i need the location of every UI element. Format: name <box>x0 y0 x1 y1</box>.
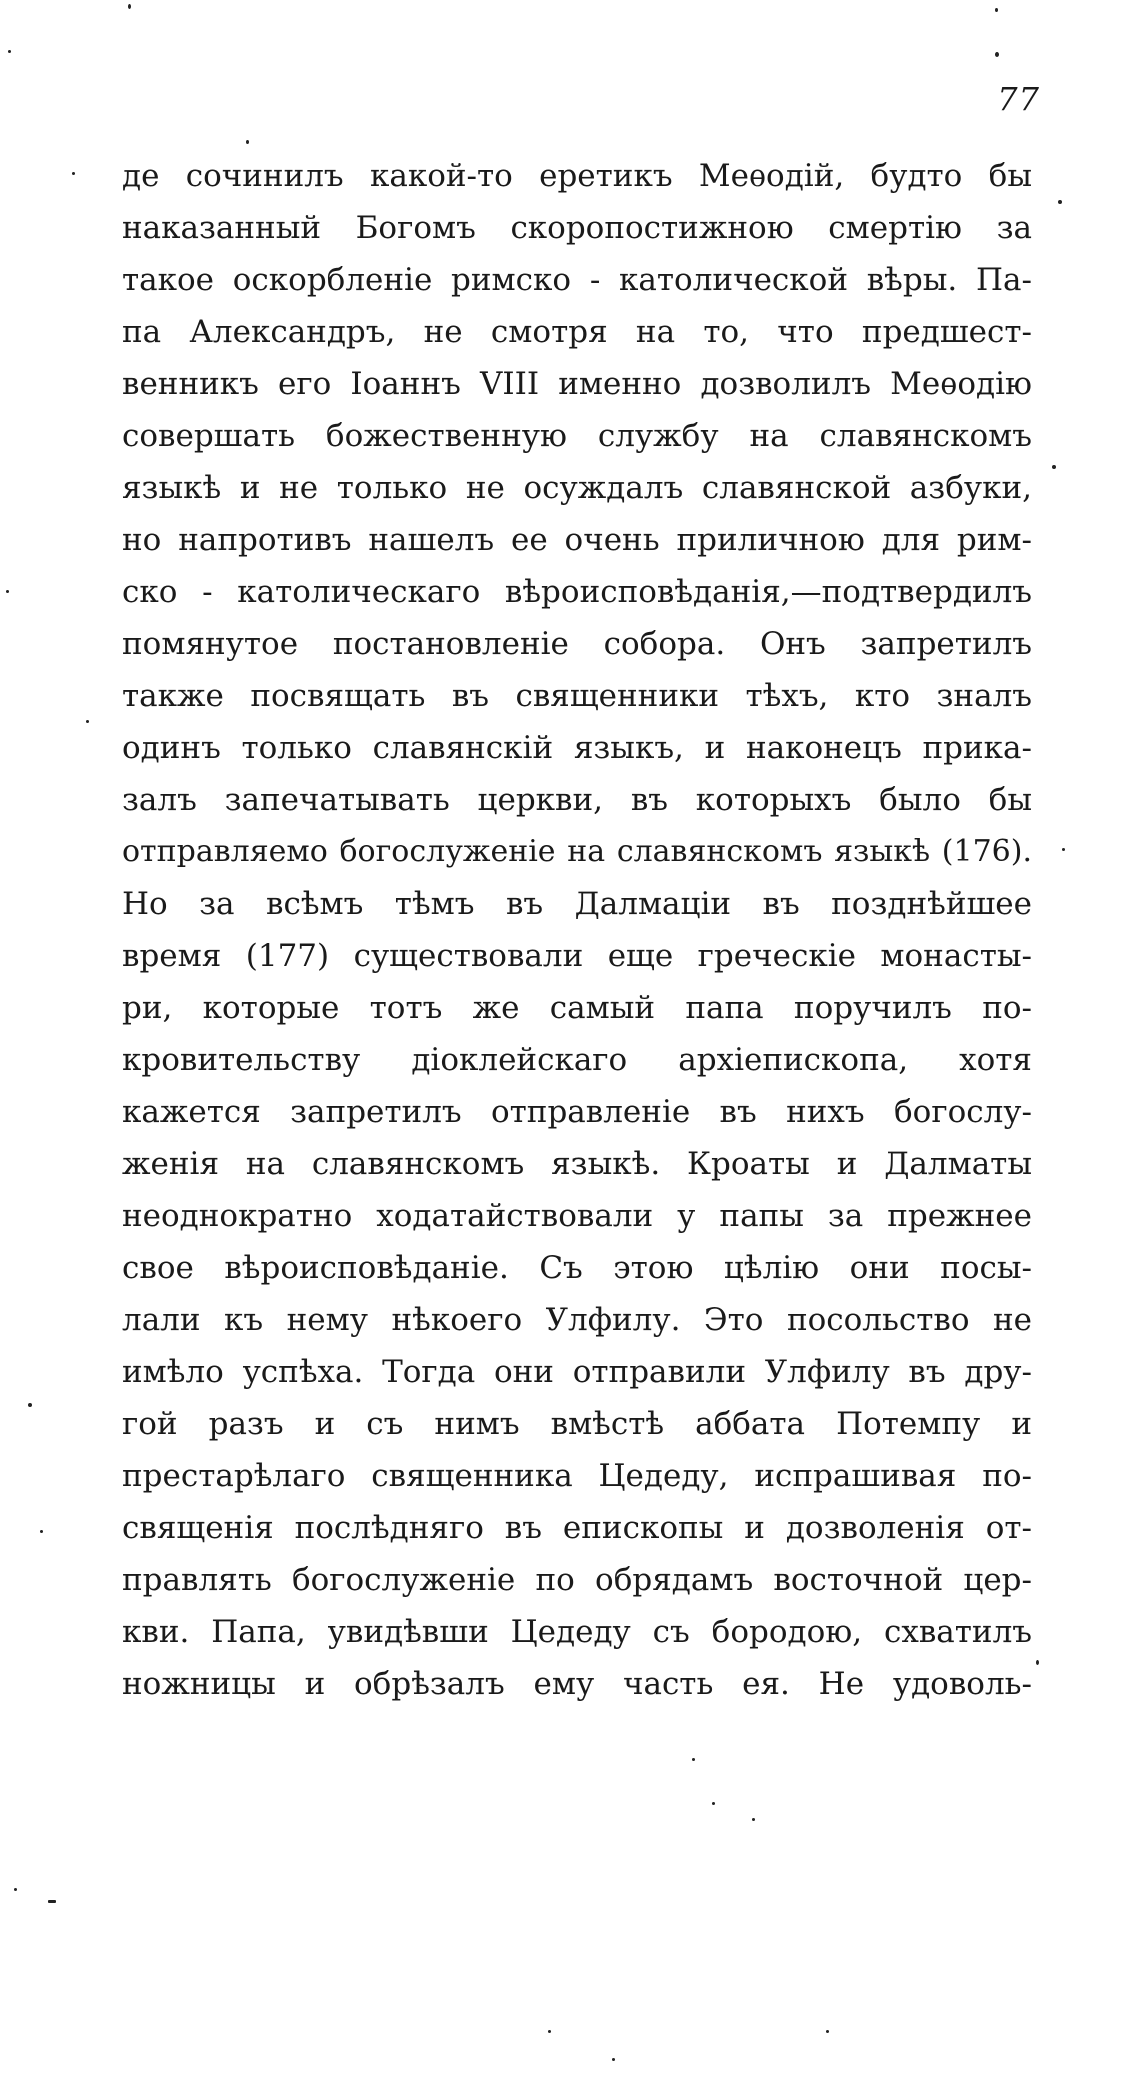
scan-speck <box>6 590 9 593</box>
text-line: кажется запретилъ отправленіе въ нихъ богослу- <box>122 1094 1032 1130</box>
text-line: время (177) существовали еще греческіе монасты- <box>122 938 1032 974</box>
body-text <box>122 150 1032 1710</box>
scan-speck <box>28 1403 32 1407</box>
scan-speck <box>48 1900 56 1903</box>
scan-speck <box>548 2030 551 2033</box>
scan-speck <box>995 8 998 12</box>
text-line: залъ запечатывать церкви, въ которыхъ было бы <box>122 782 1032 818</box>
text-line: лали къ нему нѣкоего Улфилу. Это посольство не <box>122 1302 1032 1338</box>
scan-speck <box>1052 465 1056 469</box>
text-line: ско - католическаго вѣроисповѣданія,—подтвердилъ <box>122 574 1032 610</box>
text-line: отправляемо богослуженіе на славянскомъ языкѣ (176). <box>122 834 1032 869</box>
scan-speck <box>8 50 11 53</box>
text-line: ножницы и обрѣзалъ ему часть ея. Не удоволь- <box>122 1666 1032 1702</box>
text-line: па Александръ, не смотря на то, что предшест- <box>122 314 1032 350</box>
text-line: де сочинилъ какой-то еретикъ Меѳодій, будто бы <box>122 158 1032 194</box>
text-line: такое оскорбленіе римско - католической вѣры. Па- <box>122 262 1032 298</box>
text-line: также посвящать въ священники тѣхъ, кто зналъ <box>122 678 1032 714</box>
text-line: кви. Папа, увидѣвши Цедеду съ бородою, схватилъ <box>122 1614 1032 1650</box>
scan-speck <box>692 1758 695 1761</box>
scan-speck <box>72 172 75 175</box>
scan-speck <box>14 1888 17 1891</box>
scan-speck <box>612 2058 615 2061</box>
scan-speck <box>752 1818 755 1821</box>
text-line: имѣло успѣха. Тогда они отправили Улфилу въ дру- <box>122 1354 1032 1390</box>
text-line: свое вѣроисповѣданіе. Съ этою цѣлію они посы- <box>122 1250 1032 1286</box>
text-line: гой разъ и съ нимъ вмѣстѣ аббата Потемпу и <box>122 1406 1032 1442</box>
text-line: правлять богослуженіе по обрядамъ восточной цер- <box>122 1562 1032 1598</box>
scan-speck <box>826 2030 829 2033</box>
text-line: но напротивъ нашелъ ее очень приличною для рим- <box>122 522 1032 558</box>
text-line: языкѣ и не только не осуждалъ славянской азбуки, <box>122 470 1032 506</box>
text-line: совершать божественную службу на славянскомъ <box>122 418 1032 454</box>
text-line: наказанный Богомъ скоропостижною смертію за <box>122 210 1032 246</box>
text-line: ри, которые тотъ же самый папа поручилъ по- <box>122 990 1032 1026</box>
text-line: неоднократно ходатайствовали у папы за прежнее <box>122 1198 1032 1234</box>
scan-speck <box>128 4 131 9</box>
scan-speck <box>995 52 999 57</box>
text-line: венникъ его Іоаннъ VIII именно дозволилъ Меѳодію <box>122 366 1032 402</box>
text-line: кровительству діоклейскаго архіепископа, хотя <box>122 1042 1032 1078</box>
scan-speck <box>1058 200 1062 204</box>
scan-speck <box>712 1802 715 1805</box>
text-line: помянутое постановленіе собора. Онъ запретилъ <box>122 626 1032 662</box>
text-line: священія послѣдняго въ епископы и дозволенія от- <box>122 1510 1032 1546</box>
scan-speck <box>86 720 89 723</box>
page-number: 77 <box>997 80 1040 118</box>
scan-speck <box>40 1530 43 1533</box>
text-line: женія на славянскомъ языкѣ. Кроаты и Далматы <box>122 1146 1032 1182</box>
scan-speck <box>246 140 249 144</box>
text-line: Но за всѣмъ тѣмъ въ Далмаціи въ позднѣйшее <box>122 886 1032 922</box>
scan-speck <box>1036 1660 1039 1665</box>
text-line: престарѣлаго священника Цедеду, испрашивая по- <box>122 1458 1032 1494</box>
text-line: одинъ только славянскій языкъ, и наконецъ прика- <box>122 730 1032 766</box>
scan-speck <box>1062 848 1065 851</box>
